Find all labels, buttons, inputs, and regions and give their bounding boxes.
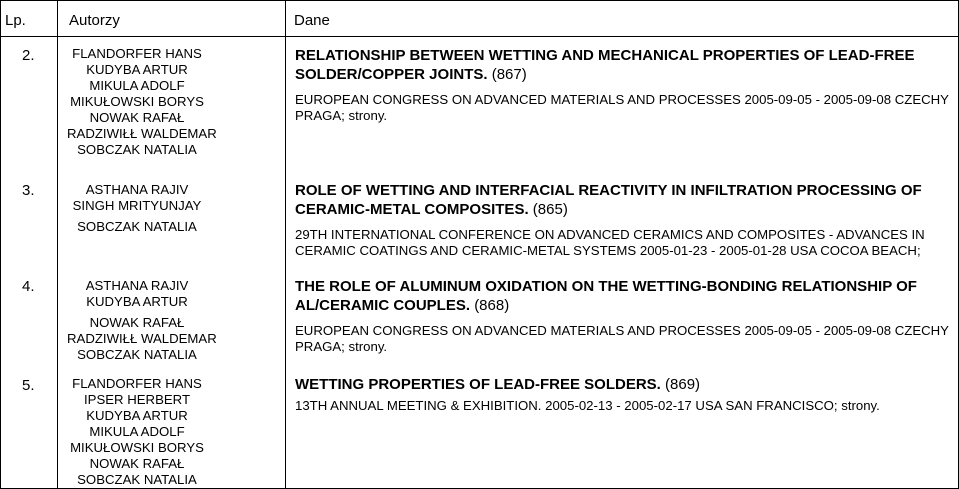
- authors-list: [67, 182, 207, 235]
- author: RADZIWIŁŁ WALDEMAR: [67, 331, 217, 346]
- author: MIKULA ADOLF: [89, 424, 185, 439]
- publication-title: THE ROLE OF ALUMINUM OXIDATION ON THE WETTING-BONDING RELATIONSHIP OF AL/CERAMIC COUPLES. (868): [295, 278, 917, 314]
- author: MIKULA ADOLF: [89, 78, 185, 93]
- header-lp: Lp.: [5, 12, 26, 29]
- column-divider-authors: [285, 0, 286, 489]
- publication-title: RELATIONSHIP BETWEEN WETTING AND MECHANICAL PROPERTIES OF LEAD-FREE SOLDER/COPPER JOINTS. (867): [295, 47, 915, 83]
- authors-list: [67, 376, 207, 488]
- header-divider: [0, 36, 959, 37]
- publication-id: (865): [532, 201, 568, 218]
- publication-details: 29TH INTERNATIONAL CONFERENCE ON ADVANCED CERAMICS AND COMPOSITES - ADVANCES IN CERAMIC COATINGS AND CERAMIC-METAL SYSTEMS 2005-01-23 - 2005-01-28 USA COCOA BEACH;: [295, 227, 925, 258]
- publication-id: (868): [474, 297, 510, 314]
- author: NOWAK RAFAŁ: [89, 315, 185, 330]
- table-top-border: [0, 0, 959, 1]
- author: KUDYBA ARTUR: [86, 294, 188, 309]
- row-number: 5.: [22, 377, 35, 394]
- publication-details: 13TH ANNUAL MEETING & EXHIBITION. 2005-02-13 - 2005-02-17 USA SAN FRANCISCO; strony.: [295, 398, 880, 413]
- publication-entry: [295, 181, 950, 259]
- publication-id: (867): [491, 66, 527, 83]
- header-data: Dane: [294, 12, 330, 29]
- publication-entry: [295, 375, 950, 414]
- publication-id: (869): [665, 376, 701, 393]
- publication-title: WETTING PROPERTIES OF LEAD-FREE SOLDERS. (869): [295, 376, 701, 393]
- header-authors: Autorzy: [69, 12, 120, 29]
- author: KUDYBA ARTUR: [86, 62, 188, 77]
- author: SINGH MRITYUNJAY: [72, 198, 202, 213]
- publication-entry: [295, 46, 950, 124]
- column-divider-lp: [57, 0, 58, 489]
- author: SOBCZAK NATALIA: [77, 472, 197, 487]
- publication-title: ROLE OF WETTING AND INTERFACIAL REACTIVITY IN INFILTRATION PROCESSING OF CERAMIC-METAL COMPOSITES. (865): [295, 182, 922, 218]
- row-number: 3.: [22, 182, 35, 199]
- author: RADZIWIŁŁ WALDEMAR: [67, 126, 217, 141]
- author: MIKUŁOWSKI BORYS: [70, 440, 204, 455]
- publication-entry: [295, 277, 950, 355]
- table-left-border: [0, 0, 1, 489]
- author: FLANDORFER HANS: [72, 376, 202, 391]
- author: MIKUŁOWSKI BORYS: [70, 94, 204, 109]
- author: ASTHANA RAJIV: [85, 182, 189, 197]
- author: FLANDORFER HANS: [72, 46, 202, 61]
- author: NOWAK RAFAŁ: [89, 110, 185, 125]
- author: NOWAK RAFAŁ: [89, 456, 185, 471]
- publication-details: EUROPEAN CONGRESS ON ADVANCED MATERIALS AND PROCESSES 2005-09-05 - 2005-09-08 CZECHY PRAGA; strony.: [295, 323, 949, 354]
- author: IPSER HERBERT: [83, 392, 190, 407]
- row-number: 2.: [22, 47, 35, 64]
- author: SOBCZAK NATALIA: [77, 347, 197, 362]
- author: SOBCZAK NATALIA: [77, 142, 197, 157]
- author: KUDYBA ARTUR: [86, 408, 188, 423]
- author: SOBCZAK NATALIA: [77, 219, 197, 234]
- authors-list: [67, 46, 217, 158]
- row-number: 4.: [22, 278, 35, 295]
- publication-details: EUROPEAN CONGRESS ON ADVANCED MATERIALS AND PROCESSES 2005-09-05 - 2005-09-08 CZECHY PRAGA; strony.: [295, 92, 949, 123]
- author: ASTHANA RAJIV: [85, 278, 189, 293]
- authors-list: [67, 278, 217, 363]
